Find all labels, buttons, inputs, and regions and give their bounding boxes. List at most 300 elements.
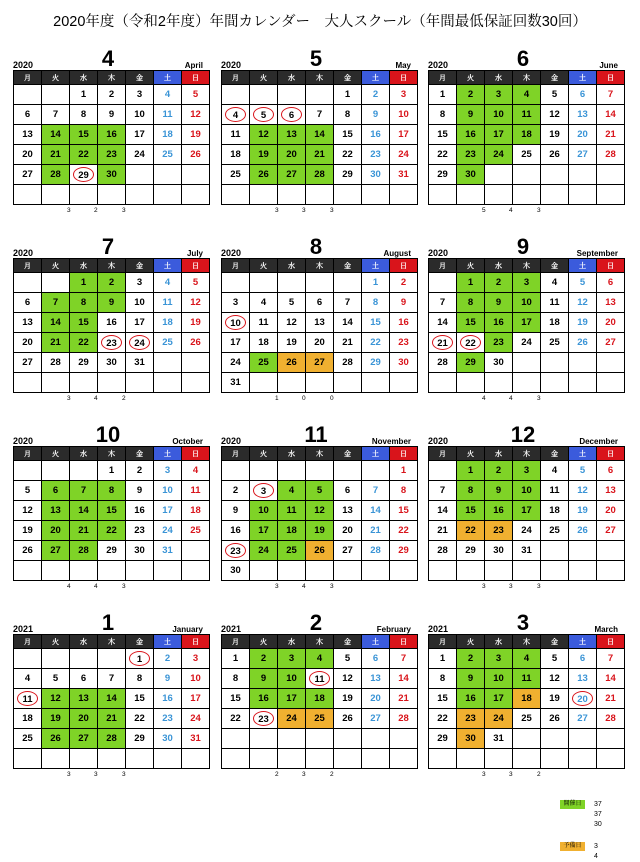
day-cell: 27 bbox=[597, 333, 625, 353]
weekday-label: 金 bbox=[541, 71, 569, 85]
day-cell: 27 bbox=[14, 165, 42, 185]
day-cell: 8 bbox=[362, 293, 390, 313]
day-cell bbox=[250, 461, 278, 481]
week-row bbox=[429, 541, 625, 561]
day-cell: 21 bbox=[597, 125, 625, 145]
day-cell bbox=[154, 353, 182, 373]
day-cell: 7 bbox=[98, 669, 126, 689]
day-cell: 7 bbox=[334, 293, 362, 313]
day-cell: 7 bbox=[306, 105, 334, 125]
day-cell: 25 bbox=[513, 145, 541, 165]
month-english-name: September bbox=[576, 249, 618, 258]
day-cell: 17 bbox=[250, 521, 278, 541]
day-cell bbox=[541, 729, 569, 749]
week-row bbox=[14, 649, 210, 669]
week-row bbox=[429, 669, 625, 689]
month-header bbox=[221, 612, 411, 634]
day-cell: 18 bbox=[306, 689, 334, 709]
day-cell bbox=[485, 749, 513, 769]
day-cell: 7 bbox=[597, 649, 625, 669]
day-cell bbox=[278, 273, 306, 293]
day-cell: 10 bbox=[154, 481, 182, 501]
day-cell: 28 bbox=[597, 709, 625, 729]
day-cell bbox=[278, 561, 306, 581]
day-cell: 17 bbox=[182, 689, 210, 709]
day-cell: 13 bbox=[14, 125, 42, 145]
day-cell: 28 bbox=[98, 729, 126, 749]
page-title: 2020年度（令和2年度）年間カレンダー 大人スクール（年間最低保証回数30回） bbox=[53, 14, 587, 30]
day-cell: 25 bbox=[154, 333, 182, 353]
day-cell: 9 bbox=[98, 293, 126, 313]
month-english-name: February bbox=[376, 625, 411, 634]
weekday-label: 水 bbox=[70, 259, 98, 273]
day-cell: 13 bbox=[597, 293, 625, 313]
week-row bbox=[222, 145, 418, 165]
day-cell: 24 bbox=[278, 709, 306, 729]
legend-held-value: 37 bbox=[594, 811, 602, 818]
week-row bbox=[429, 85, 625, 105]
week-row bbox=[429, 481, 625, 501]
weekday-label: 金 bbox=[126, 259, 154, 273]
day-cell bbox=[569, 373, 597, 393]
week-row bbox=[222, 481, 418, 501]
day-cell bbox=[98, 561, 126, 581]
month-header bbox=[221, 236, 411, 258]
day-cell: 4 bbox=[154, 85, 182, 105]
weekday-label: 土 bbox=[154, 259, 182, 273]
day-cell: 10 bbox=[485, 669, 513, 689]
day-cell: 15 bbox=[429, 689, 457, 709]
weekday-label: 月 bbox=[222, 71, 250, 85]
month-english-name: November bbox=[371, 437, 411, 446]
day-cell: 22 bbox=[390, 521, 418, 541]
weekday-label: 月 bbox=[14, 71, 42, 85]
day-cell: 1 bbox=[457, 461, 485, 481]
day-cell: 28 bbox=[597, 145, 625, 165]
day-cell bbox=[334, 461, 362, 481]
week-row bbox=[222, 353, 418, 373]
day-cell: 8 bbox=[429, 669, 457, 689]
day-cell: 31 bbox=[390, 165, 418, 185]
weekday-label: 木 bbox=[98, 71, 126, 85]
day-cell: 30 bbox=[222, 561, 250, 581]
day-cell bbox=[485, 185, 513, 205]
day-cell: 23 bbox=[154, 709, 182, 729]
day-cell: 15 bbox=[457, 313, 485, 333]
day-cell: 6 bbox=[362, 649, 390, 669]
week-row bbox=[429, 729, 625, 749]
month-calendar bbox=[13, 424, 203, 591]
day-cell: 29 bbox=[334, 165, 362, 185]
week-row bbox=[14, 313, 210, 333]
day-cell: 17 bbox=[126, 313, 154, 333]
day-cell bbox=[429, 749, 457, 769]
day-cell bbox=[222, 749, 250, 769]
day-cell bbox=[14, 649, 42, 669]
month-english-name: October bbox=[172, 437, 203, 446]
day-cell: 4 bbox=[513, 649, 541, 669]
day-cell bbox=[182, 561, 210, 581]
day-cell bbox=[250, 105, 278, 125]
day-cell: 2 bbox=[457, 649, 485, 669]
week-row bbox=[222, 749, 418, 769]
day-cell: 11 bbox=[250, 313, 278, 333]
session-count: 4 bbox=[67, 583, 71, 590]
day-cell: 1 bbox=[334, 85, 362, 105]
day-cell: 24 bbox=[390, 145, 418, 165]
day-cell: 31 bbox=[513, 541, 541, 561]
day-cell: 17 bbox=[513, 501, 541, 521]
day-cell: 27 bbox=[597, 521, 625, 541]
day-cell bbox=[457, 373, 485, 393]
day-cell bbox=[126, 165, 154, 185]
weekday-label: 木 bbox=[98, 447, 126, 461]
week-row bbox=[14, 709, 210, 729]
day-cell: 16 bbox=[390, 313, 418, 333]
day-cell: 8 bbox=[70, 105, 98, 125]
month-header bbox=[428, 424, 618, 446]
day-cell: 24 bbox=[126, 145, 154, 165]
day-cell bbox=[597, 561, 625, 581]
week-row bbox=[429, 501, 625, 521]
weekday-label: 月 bbox=[14, 447, 42, 461]
day-cell bbox=[457, 333, 485, 353]
day-cell bbox=[362, 561, 390, 581]
day-cell: 27 bbox=[14, 353, 42, 373]
day-cell: 30 bbox=[154, 729, 182, 749]
week-row bbox=[222, 185, 418, 205]
day-cell: 31 bbox=[485, 729, 513, 749]
month-table bbox=[221, 70, 418, 205]
circled-day: 20 bbox=[572, 691, 593, 706]
day-cell: 28 bbox=[429, 541, 457, 561]
day-cell: 19 bbox=[334, 689, 362, 709]
month-header bbox=[428, 48, 618, 70]
week-row bbox=[14, 461, 210, 481]
day-cell bbox=[278, 729, 306, 749]
day-cell: 21 bbox=[362, 521, 390, 541]
month-number: 4 bbox=[101, 46, 115, 71]
day-cell: 17 bbox=[278, 689, 306, 709]
month-year: 2020 bbox=[221, 248, 242, 258]
day-cell: 12 bbox=[182, 105, 210, 125]
day-cell: 12 bbox=[306, 501, 334, 521]
day-cell: 9 bbox=[390, 293, 418, 313]
day-cell: 31 bbox=[182, 729, 210, 749]
day-cell: 25 bbox=[14, 729, 42, 749]
day-cell: 20 bbox=[597, 501, 625, 521]
day-cell: 18 bbox=[182, 501, 210, 521]
day-cell bbox=[541, 373, 569, 393]
day-cell bbox=[541, 561, 569, 581]
day-cell bbox=[485, 373, 513, 393]
day-cell: 11 bbox=[541, 481, 569, 501]
day-cell: 8 bbox=[222, 669, 250, 689]
week-row bbox=[429, 709, 625, 729]
weekday-header-row bbox=[222, 635, 418, 649]
day-cell: 29 bbox=[457, 541, 485, 561]
week-row bbox=[14, 749, 210, 769]
day-cell: 26 bbox=[569, 521, 597, 541]
month-year: 2021 bbox=[13, 624, 34, 634]
week-row bbox=[429, 373, 625, 393]
day-cell bbox=[306, 185, 334, 205]
day-cell: 3 bbox=[126, 273, 154, 293]
month-table bbox=[428, 70, 625, 205]
day-cell bbox=[278, 105, 306, 125]
day-cell bbox=[126, 649, 154, 669]
day-cell bbox=[70, 185, 98, 205]
weekday-label: 火 bbox=[42, 635, 70, 649]
day-cell: 15 bbox=[70, 313, 98, 333]
day-cell: 20 bbox=[42, 521, 70, 541]
day-cell bbox=[390, 561, 418, 581]
day-cell: 26 bbox=[14, 541, 42, 561]
day-cell: 15 bbox=[429, 125, 457, 145]
day-cell: 24 bbox=[222, 353, 250, 373]
day-cell bbox=[14, 185, 42, 205]
month-header bbox=[13, 236, 203, 258]
weekday-header-row bbox=[429, 259, 625, 273]
week-row bbox=[222, 273, 418, 293]
day-cell: 9 bbox=[362, 105, 390, 125]
day-cell: 21 bbox=[390, 689, 418, 709]
day-cell: 22 bbox=[126, 709, 154, 729]
weekday-label: 水 bbox=[278, 447, 306, 461]
week-row bbox=[14, 481, 210, 501]
month-table bbox=[428, 634, 625, 769]
day-cell bbox=[569, 165, 597, 185]
day-cell bbox=[126, 561, 154, 581]
month-number: 9 bbox=[516, 234, 530, 259]
day-cell bbox=[70, 561, 98, 581]
day-cell bbox=[362, 373, 390, 393]
day-cell: 27 bbox=[70, 729, 98, 749]
day-cell: 21 bbox=[98, 709, 126, 729]
day-cell: 23 bbox=[390, 333, 418, 353]
weekday-header-row bbox=[429, 447, 625, 461]
month-table bbox=[221, 446, 418, 581]
weekday-label: 月 bbox=[429, 635, 457, 649]
day-cell bbox=[14, 561, 42, 581]
day-cell: 12 bbox=[334, 669, 362, 689]
day-cell: 25 bbox=[250, 353, 278, 373]
month-header bbox=[221, 424, 411, 446]
day-cell bbox=[70, 165, 98, 185]
day-cell: 18 bbox=[541, 501, 569, 521]
day-cell bbox=[70, 373, 98, 393]
weekday-label: 火 bbox=[250, 71, 278, 85]
day-cell: 17 bbox=[390, 125, 418, 145]
weekday-counts bbox=[428, 205, 618, 215]
day-cell bbox=[126, 749, 154, 769]
weekday-label: 月 bbox=[222, 259, 250, 273]
day-cell: 31 bbox=[126, 353, 154, 373]
session-count: 4 bbox=[509, 207, 513, 214]
day-cell: 4 bbox=[250, 293, 278, 313]
day-cell bbox=[14, 461, 42, 481]
day-cell: 12 bbox=[250, 125, 278, 145]
week-row bbox=[222, 501, 418, 521]
session-count: 5 bbox=[482, 207, 486, 214]
session-count: 3 bbox=[122, 771, 126, 778]
weekday-label: 金 bbox=[541, 635, 569, 649]
day-cell: 2 bbox=[485, 461, 513, 481]
day-cell: 22 bbox=[457, 521, 485, 541]
day-cell: 3 bbox=[126, 85, 154, 105]
week-row bbox=[222, 541, 418, 561]
day-cell bbox=[222, 461, 250, 481]
weekday-label: 火 bbox=[42, 71, 70, 85]
weekday-label: 火 bbox=[457, 71, 485, 85]
weekday-label: 木 bbox=[306, 259, 334, 273]
day-cell: 18 bbox=[513, 689, 541, 709]
circled-day: 3 bbox=[253, 483, 274, 498]
day-cell: 2 bbox=[222, 481, 250, 501]
day-cell bbox=[98, 749, 126, 769]
day-cell: 11 bbox=[154, 105, 182, 125]
day-cell bbox=[334, 561, 362, 581]
day-cell: 5 bbox=[541, 649, 569, 669]
day-cell: 7 bbox=[390, 649, 418, 669]
week-row bbox=[14, 293, 210, 313]
weekday-label: 土 bbox=[154, 71, 182, 85]
day-cell: 16 bbox=[485, 501, 513, 521]
day-cell: 24 bbox=[154, 521, 182, 541]
week-row bbox=[429, 125, 625, 145]
day-cell bbox=[390, 373, 418, 393]
day-cell bbox=[250, 373, 278, 393]
day-cell: 29 bbox=[98, 541, 126, 561]
day-cell: 11 bbox=[513, 669, 541, 689]
day-cell: 23 bbox=[485, 333, 513, 353]
day-cell: 3 bbox=[154, 461, 182, 481]
day-cell: 16 bbox=[457, 125, 485, 145]
month-year: 2020 bbox=[428, 248, 449, 258]
day-cell: 12 bbox=[541, 105, 569, 125]
weekday-label: 金 bbox=[334, 447, 362, 461]
day-cell: 2 bbox=[390, 273, 418, 293]
day-cell: 3 bbox=[222, 293, 250, 313]
session-count: 3 bbox=[537, 395, 541, 402]
day-cell: 8 bbox=[334, 105, 362, 125]
legend-held-value: 37 bbox=[594, 801, 602, 808]
day-cell: 24 bbox=[485, 709, 513, 729]
month-table bbox=[13, 70, 210, 205]
day-cell bbox=[154, 165, 182, 185]
weekday-label: 金 bbox=[126, 71, 154, 85]
circled-day: 29 bbox=[73, 167, 94, 182]
day-cell bbox=[126, 185, 154, 205]
day-cell: 25 bbox=[513, 709, 541, 729]
day-cell bbox=[597, 373, 625, 393]
day-cell: 6 bbox=[14, 105, 42, 125]
day-cell: 9 bbox=[457, 105, 485, 125]
day-cell: 4 bbox=[541, 461, 569, 481]
day-cell: 18 bbox=[513, 125, 541, 145]
day-cell bbox=[569, 561, 597, 581]
circled-day: 11 bbox=[17, 691, 38, 706]
day-cell: 4 bbox=[182, 461, 210, 481]
day-cell bbox=[390, 729, 418, 749]
week-row bbox=[14, 501, 210, 521]
weekday-label: 月 bbox=[222, 447, 250, 461]
day-cell bbox=[429, 185, 457, 205]
day-cell bbox=[597, 541, 625, 561]
day-cell: 14 bbox=[597, 105, 625, 125]
month-calendar bbox=[428, 424, 618, 591]
day-cell: 13 bbox=[42, 501, 70, 521]
day-cell: 14 bbox=[362, 501, 390, 521]
day-cell: 2 bbox=[457, 85, 485, 105]
day-cell: 23 bbox=[98, 145, 126, 165]
weekday-label: 金 bbox=[334, 259, 362, 273]
day-cell: 28 bbox=[362, 541, 390, 561]
weekday-header-row bbox=[429, 71, 625, 85]
day-cell bbox=[429, 461, 457, 481]
session-count: 3 bbox=[122, 583, 126, 590]
month-table bbox=[428, 446, 625, 581]
day-cell: 25 bbox=[306, 709, 334, 729]
month-year: 2020 bbox=[13, 248, 34, 258]
month-calendar bbox=[221, 236, 411, 403]
weekday-counts bbox=[221, 581, 411, 591]
circled-day: 11 bbox=[309, 671, 330, 686]
day-cell: 31 bbox=[222, 373, 250, 393]
session-count: 4 bbox=[509, 395, 513, 402]
month-year: 2020 bbox=[13, 60, 34, 70]
month-number: 1 bbox=[101, 610, 115, 635]
day-cell: 8 bbox=[126, 669, 154, 689]
day-cell: 21 bbox=[42, 145, 70, 165]
day-cell: 27 bbox=[42, 541, 70, 561]
day-cell: 10 bbox=[182, 669, 210, 689]
session-count: 2 bbox=[330, 771, 334, 778]
day-cell: 25 bbox=[541, 333, 569, 353]
day-cell bbox=[14, 689, 42, 709]
session-count: 3 bbox=[302, 771, 306, 778]
weekday-label: 日 bbox=[597, 635, 625, 649]
day-cell: 17 bbox=[485, 125, 513, 145]
day-cell: 29 bbox=[429, 729, 457, 749]
day-cell bbox=[334, 273, 362, 293]
month-table bbox=[221, 258, 418, 393]
weekday-counts bbox=[13, 205, 203, 215]
weekday-label: 月 bbox=[429, 71, 457, 85]
weekday-label: 日 bbox=[182, 635, 210, 649]
month-number: 10 bbox=[95, 422, 121, 447]
day-cell bbox=[182, 353, 210, 373]
week-row bbox=[429, 749, 625, 769]
week-row bbox=[222, 709, 418, 729]
week-row bbox=[429, 273, 625, 293]
day-cell bbox=[250, 273, 278, 293]
day-cell bbox=[42, 185, 70, 205]
day-cell bbox=[222, 85, 250, 105]
day-cell: 3 bbox=[513, 461, 541, 481]
day-cell: 19 bbox=[42, 709, 70, 729]
day-cell: 21 bbox=[597, 689, 625, 709]
weekday-label: 金 bbox=[126, 447, 154, 461]
session-count: 3 bbox=[537, 207, 541, 214]
circled-day: 1 bbox=[129, 651, 150, 666]
day-cell: 29 bbox=[70, 353, 98, 373]
day-cell: 13 bbox=[334, 501, 362, 521]
month-table bbox=[428, 258, 625, 393]
week-row bbox=[14, 273, 210, 293]
day-cell: 14 bbox=[98, 689, 126, 709]
day-cell bbox=[569, 729, 597, 749]
